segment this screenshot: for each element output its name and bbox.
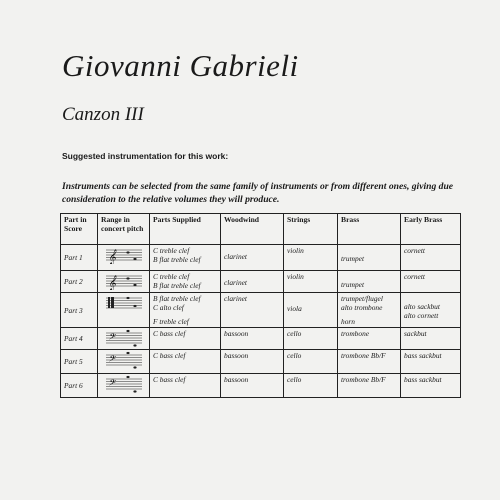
- cell-line: sackbut: [404, 329, 427, 338]
- strings-value: viola: [287, 304, 302, 313]
- brass-cell: [338, 271, 401, 293]
- cell-line: C bass clef: [153, 329, 186, 338]
- staff-range-icon: [104, 329, 144, 347]
- part-label: Part 1: [61, 245, 98, 271]
- strings-value: violin: [287, 272, 304, 281]
- col-header-part: Part in Score: [61, 214, 98, 245]
- table-row: [61, 374, 461, 398]
- woodwind-cell: [221, 271, 284, 293]
- cell-line: cornett: [404, 246, 425, 255]
- instrument-note: Instruments can be selected from the same family of instruments or from different ones, giving due consideration to the relative volumes they will produce.: [62, 181, 454, 205]
- cell-line: B flat treble clef: [153, 255, 201, 264]
- range-cell: [98, 374, 150, 398]
- early-brass-value: alto sackbut: [404, 302, 440, 311]
- cell-line: F treble clef: [153, 317, 189, 326]
- table-row: [61, 293, 461, 328]
- strings-cell: [284, 271, 338, 293]
- strings-cell: [284, 293, 338, 328]
- cell-line: bass sackbut: [404, 375, 442, 384]
- early-brass-cell: [401, 350, 461, 374]
- woodwind-cell: [221, 293, 284, 328]
- table-row: [61, 271, 461, 293]
- part-label: Part 2: [61, 271, 98, 293]
- strings-value: cello: [287, 351, 302, 360]
- parts-supplied-cell: [150, 374, 221, 398]
- svg-text:𝄞: 𝄞: [107, 250, 116, 264]
- range-cell: [98, 271, 150, 293]
- cell-line: C treble clef: [153, 246, 190, 255]
- table-row: [61, 328, 461, 350]
- svg-text:𝄢: 𝄢: [107, 355, 114, 366]
- brass-value: trumpet: [341, 254, 364, 263]
- cell-line: trombone Bb/F: [341, 375, 386, 384]
- brass-cell: [338, 350, 401, 374]
- cell-line: cornett: [404, 272, 425, 281]
- parts-supplied-cell: [150, 328, 221, 350]
- cell-line: C bass clef: [153, 351, 186, 360]
- staff-range-icon: [104, 351, 144, 369]
- woodwind-value: clarinet: [224, 278, 247, 287]
- col-header-range: Range in concert pitch: [98, 214, 150, 245]
- composer-name: Giovanni Gabrieli: [62, 48, 299, 83]
- work-title: Canzon III: [62, 104, 144, 125]
- part-label: Part 3: [61, 293, 98, 328]
- cell-line: C alto clef: [153, 303, 184, 312]
- cell-line: trumpet/flugel: [341, 294, 383, 303]
- cell-line: alto trombone: [341, 303, 383, 312]
- table-row: [61, 245, 461, 271]
- staff-range-icon: [104, 294, 144, 312]
- woodwind-value: clarinet: [224, 252, 247, 261]
- woodwind-value: clarinet: [224, 294, 247, 303]
- cell-line: bass sackbut: [404, 351, 442, 360]
- early-brass-cell: [401, 245, 461, 271]
- table-body: [61, 245, 461, 398]
- part-label: Part 6: [61, 374, 98, 398]
- staff-range-icon: [104, 272, 144, 290]
- cell-line: B flat treble clef: [153, 281, 201, 290]
- brass-cell: [338, 374, 401, 398]
- cell-line: horn: [341, 317, 355, 326]
- strings-cell: [284, 374, 338, 398]
- col-header-woodwind: Woodwind: [221, 214, 284, 245]
- parts-supplied-cell: [150, 293, 221, 328]
- col-header-parts-supplied: Parts Supplied: [150, 214, 221, 245]
- parts-supplied-cell: [150, 271, 221, 293]
- strings-cell: [284, 245, 338, 271]
- cell-line: trombone Bb/F: [341, 351, 386, 360]
- parts-supplied-cell: [150, 350, 221, 374]
- col-header-strings: Strings: [284, 214, 338, 245]
- table-header-row: [61, 214, 461, 245]
- part-label: Part 5: [61, 350, 98, 374]
- strings-value: violin: [287, 246, 304, 255]
- early-brass-cell: [401, 293, 461, 328]
- brass-cell: [338, 328, 401, 350]
- early-brass-value: alto cornett: [404, 311, 439, 320]
- woodwind-cell: [221, 245, 284, 271]
- instrumentation-table: [60, 213, 461, 398]
- table-row: [61, 350, 461, 374]
- staff-range-icon: [104, 375, 144, 393]
- col-header-early-brass: Early Brass: [401, 214, 461, 245]
- part-label: Part 4: [61, 328, 98, 350]
- woodwind-cell: [221, 374, 284, 398]
- brass-cell: [338, 245, 401, 271]
- cell-line: C treble clef: [153, 272, 190, 281]
- brass-cell: [338, 293, 401, 328]
- strings-cell: [284, 328, 338, 350]
- early-brass-cell: [401, 374, 461, 398]
- strings-value: cello: [287, 375, 302, 384]
- strings-cell: [284, 350, 338, 374]
- woodwind-value: bassoon: [224, 351, 249, 360]
- parts-supplied-cell: [150, 245, 221, 271]
- svg-text:𝄢: 𝄢: [107, 379, 114, 390]
- cell-line: trombone: [341, 329, 370, 338]
- svg-text:𝄞: 𝄞: [107, 276, 116, 290]
- col-header-brass: Brass: [338, 214, 401, 245]
- woodwind-cell: [221, 328, 284, 350]
- woodwind-cell: [221, 350, 284, 374]
- cell-line: C bass clef: [153, 375, 186, 384]
- strings-value: cello: [287, 329, 302, 338]
- range-cell: [98, 350, 150, 374]
- range-cell: [98, 245, 150, 271]
- early-brass-cell: [401, 271, 461, 293]
- range-cell: [98, 293, 150, 328]
- woodwind-value: bassoon: [224, 329, 249, 338]
- early-brass-cell: [401, 328, 461, 350]
- svg-text:𝄢: 𝄢: [107, 333, 114, 344]
- brass-value: trumpet: [341, 280, 364, 289]
- cell-line: B flat treble clef: [153, 294, 201, 303]
- range-cell: [98, 328, 150, 350]
- staff-range-icon: [104, 246, 144, 264]
- woodwind-value: bassoon: [224, 375, 249, 384]
- suggestion-heading: Suggested instrumentation for this work:: [62, 151, 229, 161]
